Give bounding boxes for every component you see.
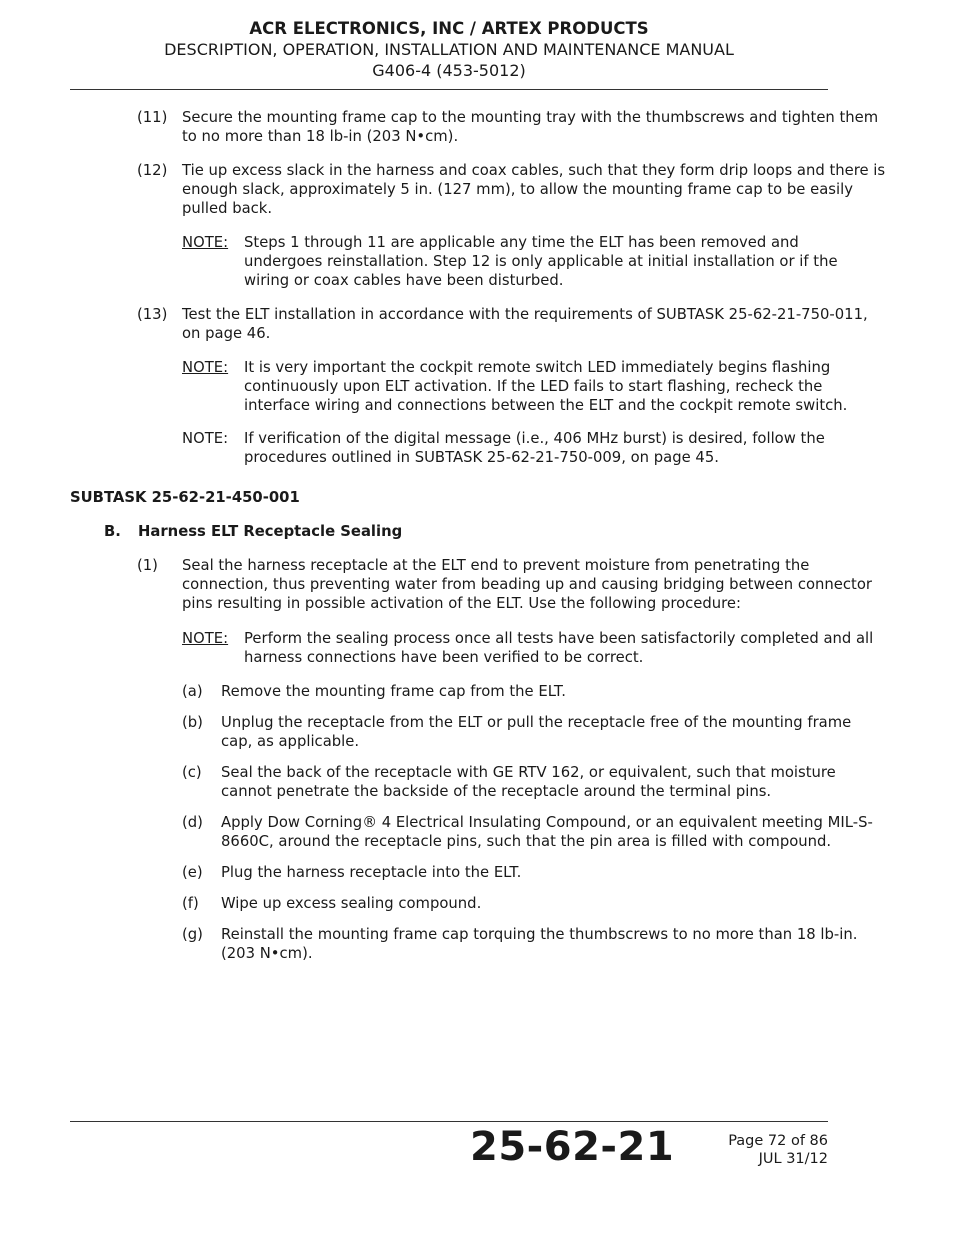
section-title: Harness ELT Receptacle Sealing bbox=[138, 523, 403, 540]
note-label: NOTE: bbox=[182, 630, 229, 647]
substep-text: Reinstall the mounting frame cap torquing the thumbscrews to no more than 18 lb-in. (203 N•cm). bbox=[221, 926, 858, 962]
note-label: NOTE: bbox=[182, 234, 229, 251]
page-number: Page 72 of 86 bbox=[728, 1133, 828, 1149]
page-info bbox=[728, 1132, 828, 1168]
substep-letter: (g) bbox=[182, 926, 203, 943]
step-text: Seal the harness receptacle at the ELT end to prevent moisture from penetrating the connection, thus preventing water from beading up and causing bridging between connector pins resulting in possible activation of the ELT. Use the following procedure: bbox=[182, 557, 872, 612]
footer-divider bbox=[70, 1121, 828, 1122]
substep-letter: (e) bbox=[182, 864, 203, 881]
substep-letter: (f) bbox=[182, 895, 199, 912]
note-text: If verification of the digital message (i.e., 406 MHz burst) is desired, follow the procedures outlined in SUBTASK 25-62-21-750-009, on page 45. bbox=[244, 430, 825, 466]
note-label: NOTE: bbox=[182, 359, 229, 376]
step-number: (11) bbox=[137, 109, 168, 126]
step-text: Test the ELT installation in accordance with the requirements of SUBTASK 25-62-21-750-011, on page 46. bbox=[182, 306, 868, 342]
substep-text: Seal the back of the receptacle with GE RTV 162, or equivalent, such that moisture cannot penetrate the backside of the receptacle around the terminal pins. bbox=[221, 764, 836, 800]
step-number: (1) bbox=[137, 557, 158, 574]
section-letter: B. bbox=[104, 523, 121, 540]
substep-letter: (a) bbox=[182, 683, 203, 700]
manual-title: DESCRIPTION, OPERATION, INSTALLATION AND MAINTENANCE MANUAL bbox=[164, 40, 734, 59]
note-label: NOTE: bbox=[182, 430, 229, 447]
substep-letter: (d) bbox=[182, 814, 203, 831]
revision-date: JUL 31/12 bbox=[758, 1151, 828, 1167]
substep-letter: (c) bbox=[182, 764, 202, 781]
substep-text: Plug the harness receptacle into the ELT. bbox=[221, 864, 522, 881]
substep-text: Unplug the receptacle from the ELT or pull the receptacle free of the mounting frame cap, as applicable. bbox=[221, 714, 852, 750]
substep-text: Apply Dow Corning® 4 Electrical Insulating Compound, or an equivalent meeting MIL-S- 8660C, around the receptacle pins, such that the pin area is filled with compound. bbox=[221, 814, 873, 850]
note-text: Steps 1 through 11 are applicable any time the ELT has been removed and undergoes reinstallation. Step 12 is only applicable at initial installation or if the wiring or coax cables have been disturbed. bbox=[244, 234, 838, 289]
substep-text: Wipe up excess sealing compound. bbox=[221, 895, 482, 912]
subtask-heading: SUBTASK 25-62-21-450-001 bbox=[70, 489, 300, 506]
substep-text: Remove the mounting frame cap from the ELT. bbox=[221, 683, 566, 700]
substep-letter: (b) bbox=[182, 714, 203, 731]
doc-code: 25-62-21 bbox=[470, 1124, 675, 1170]
model-number: G406-4 (453-5012) bbox=[372, 61, 526, 80]
step-text: Tie up excess slack in the harness and coax cables, such that they form drip loops and there is enough slack, approximately 5 in. (127 mm), to allow the mounting frame cap to be easily pulled back. bbox=[182, 162, 886, 217]
step-number: (12) bbox=[137, 162, 168, 179]
company-name: ACR ELECTRONICS, INC / ARTEX PRODUCTS bbox=[249, 19, 649, 38]
note-text: It is very important the cockpit remote switch LED immediately begins flashing continuously upon ELT activation. If the LED fails to start flashing, recheck the interface wiring and connections between the ELT and the cockpit remote switch. bbox=[244, 359, 848, 414]
header-divider bbox=[70, 89, 828, 90]
step-text: Secure the mounting frame cap to the mounting tray with the thumbscrews and tighten them to no more than 18 lb-in (203 N•cm). bbox=[182, 109, 879, 145]
step-number: (13) bbox=[137, 306, 168, 323]
note-text: Perform the sealing process once all tests have been satisfactorily completed and all harness connections have been verified to be correct. bbox=[244, 630, 874, 666]
